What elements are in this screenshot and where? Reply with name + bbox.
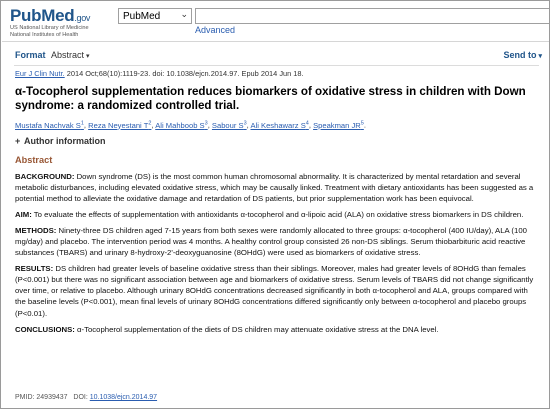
send-to-button[interactable] bbox=[503, 50, 542, 60]
format-dropdown[interactable] bbox=[51, 50, 90, 60]
section-text: To evaluate the effects of supplementation with antioxidants α-tocopherol and α-lipoic acid (ALA) on oxidative stress biomarkers in DS children. bbox=[31, 209, 524, 219]
author-information-toggle[interactable] bbox=[15, 135, 538, 147]
article-footer bbox=[15, 394, 157, 401]
section-label: METHODS: bbox=[15, 225, 57, 235]
article-content bbox=[15, 69, 538, 335]
journal-link[interactable]: Eur J Clin Nutr. bbox=[15, 69, 65, 78]
citation bbox=[15, 69, 538, 79]
abstract-heading: Abstract bbox=[15, 154, 53, 165]
format-bar bbox=[2, 47, 550, 65]
header-bar bbox=[2, 2, 550, 42]
expand-plus-icon: + bbox=[15, 135, 21, 146]
abstract-methods bbox=[15, 225, 538, 258]
pmid: PMID: 24939437 bbox=[15, 394, 68, 401]
logo-subtitle-nih: National Institutes of Health bbox=[10, 32, 79, 38]
author-link[interactable]: Reza Neyestani $T^2$ bbox=[88, 120, 152, 130]
doi-label: DOI: bbox=[73, 394, 88, 401]
database-select[interactable] bbox=[118, 8, 192, 24]
divider bbox=[14, 65, 539, 66]
section-label: BACKGROUND: bbox=[15, 171, 75, 181]
chevron-down-icon: ⌄ bbox=[180, 9, 188, 19]
abstract-results bbox=[15, 263, 538, 318]
section-text: DS children had greater levels of baseline oxidative stress than their siblings. Moreover, males had greater levels of 8OHdG than females (P<0.001) but there was no significant association between age and biomarkers of oxidative stress. Serum levels of TBARS did not change significantly over time, or relative to placebo. Although urinary 8OHdG concentrations decreased significantly in both α-tocopherol and ALA, groups compared with the baseline levels (P<0.001), mean final levels of urinary 8OHdG concentrations differed significantly only between α-tocopherol and placebo groups (P<0.01). bbox=[15, 264, 534, 318]
section-label: RESULTS: bbox=[15, 264, 54, 274]
caret-down-icon: ▾ bbox=[538, 53, 542, 60]
author-link[interactable]: Sabour $S^3$ bbox=[211, 120, 247, 130]
author-information-label: Author information bbox=[24, 135, 106, 146]
caret-down-icon: ▾ bbox=[86, 53, 90, 60]
author-link[interactable]: Speakman $JR^5$ bbox=[313, 120, 364, 130]
section-label: CONCLUSIONS: bbox=[15, 324, 75, 334]
database-select-value: PubMed bbox=[123, 11, 161, 22]
doi-link[interactable]: 10.1038/ejcn.2014.97 bbox=[89, 394, 158, 401]
section-text: Ninety-three DS children aged 7-15 years from both sexes were randomly allocated to three groups: α-tocopherol (400 IU/day), ALA (100 mg/day) and placebo. The intervention period was 4 months. A healthy control group consisted 26 non-DS siblings. Serum thiobarbituric acid reactive substances (TBARS) and urinary 8-hydroxy-2'-deoxyguanosine (8OHdG) were used as biomarkers of oxidative stress. bbox=[15, 225, 527, 258]
abstract-conclusions bbox=[15, 324, 538, 335]
article-title: α-Tocopherol supplementation reduces biomarkers of oxidative stress in children with Down syndrome: a randomized controlled trial. bbox=[15, 85, 526, 112]
logo-gov: .gov bbox=[74, 13, 91, 23]
format-dropdown-value: Abstract bbox=[51, 50, 85, 60]
format-label: Format bbox=[15, 50, 46, 60]
logo-subtitle-nlm: US National Library of Medicine bbox=[10, 25, 89, 31]
author-list: Mustafa Nachvak $S^1$, Reza Neyestani $T^2$, Ali Mahboob $S^3$, Sabour $S^3$, Ali Keshawarz $S^4$, Speakman $JR^5$. bbox=[15, 120, 366, 130]
author-link[interactable]: Ali Keshawarz $S^4$ bbox=[250, 120, 309, 130]
send-to-label: Send to bbox=[503, 50, 537, 60]
citation-details: 2014 Oct;68(10):1119-23. doi: 10.1038/ejcn.2014.97. Epub 2014 Jun 18. bbox=[64, 69, 304, 78]
abstract-aim bbox=[15, 209, 538, 220]
advanced-search-link[interactable]: Advanced bbox=[195, 25, 236, 35]
author-link[interactable]: Ali Mahboob $S^3$ bbox=[155, 120, 208, 130]
section-text: Down syndrome (DS) is the most common human chromosomal abnormality. It is characterized by mental retardation and several metabolic disturbances, including elevated oxidative stress, which may be causally linked. Treatment with dietary antioxidants has been suggested as a potential method to alleviate the oxidative damage and retardation of DS patients, but prior supplementation work has been equivocal. bbox=[15, 171, 534, 203]
author-link[interactable]: Mustafa Nachvak $S^1$ bbox=[15, 120, 84, 130]
search-input[interactable] bbox=[195, 8, 550, 24]
section-text: α-Tocopherol supplementation of the diets of DS children may attenuate oxidative stress at the DNA level. bbox=[74, 324, 439, 334]
abstract-background bbox=[15, 171, 538, 204]
section-label: AIM: bbox=[15, 209, 32, 219]
logo-text: PubMed bbox=[10, 6, 75, 25]
logo-wordmark bbox=[10, 6, 90, 26]
pubmed-logo[interactable] bbox=[10, 6, 110, 40]
